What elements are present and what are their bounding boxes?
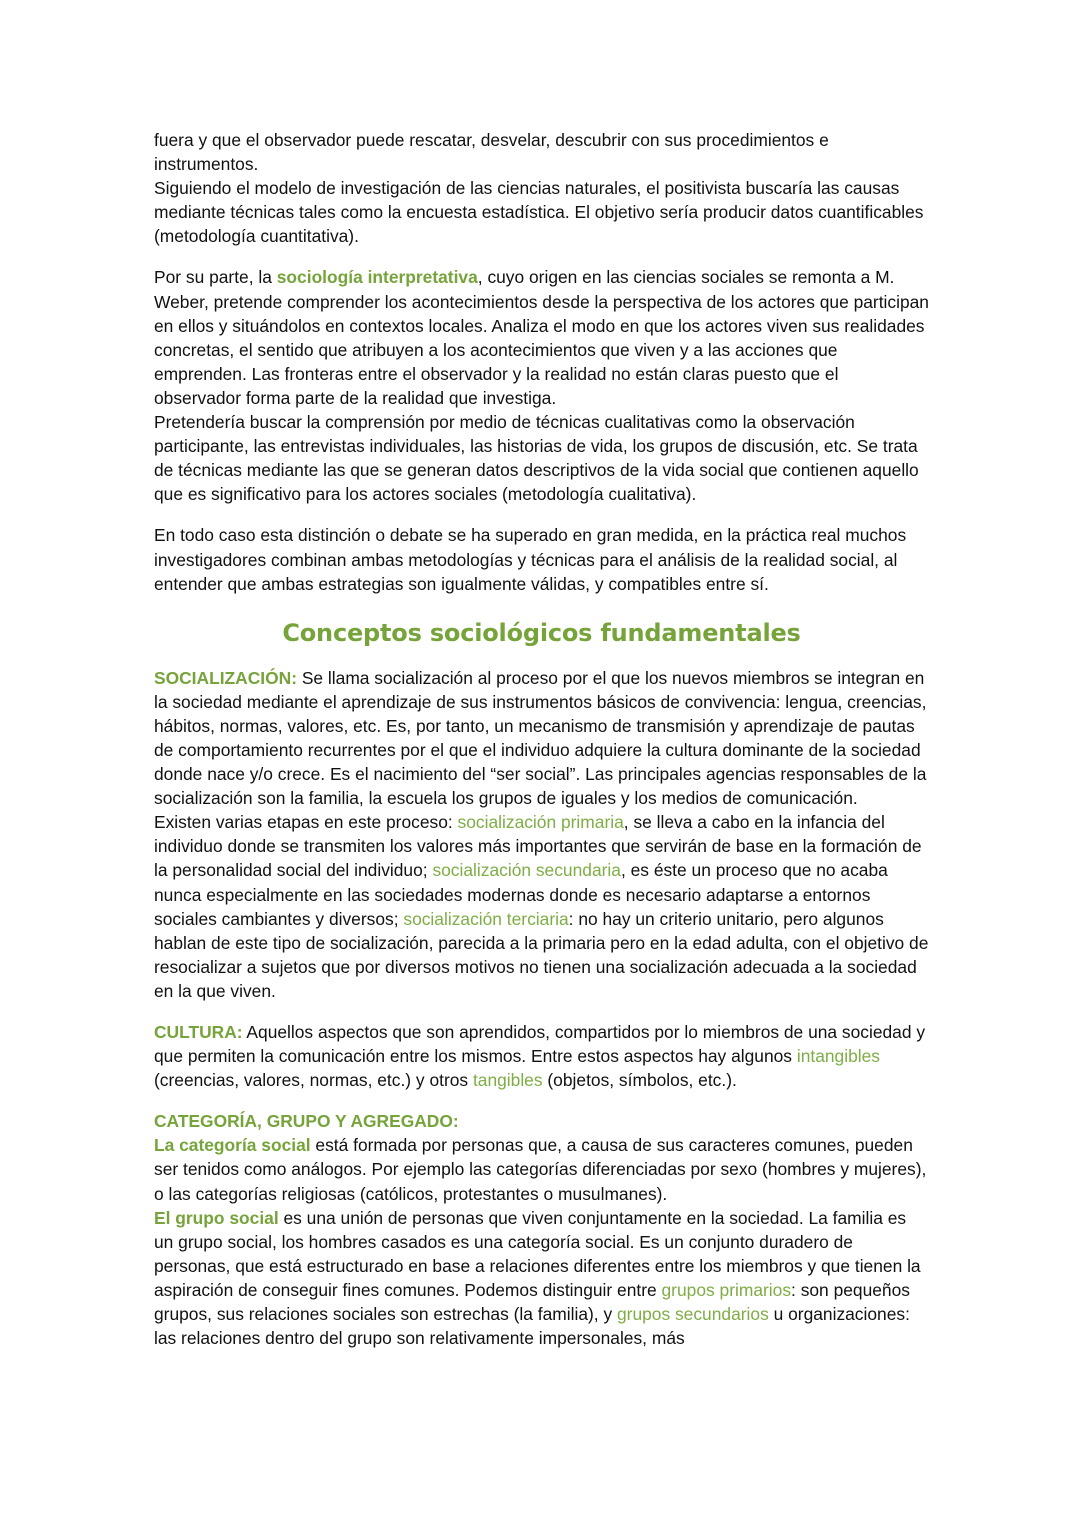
paragraph-text: (creencias, valores, normas, etc.) y otros: [154, 1070, 473, 1091]
term-categoria-social: La categoría social: [154, 1135, 311, 1156]
term-tangibles: tangibles: [472, 1070, 543, 1091]
paragraph-text: Aquellos aspectos que son aprendidos, compartidos por lo miembros de una sociedad y que permiten la comunicación entre los mismos. Entre estos aspectos hay algunos: [154, 1022, 926, 1067]
term-socializacion-secundaria: socialización secundaria: [432, 860, 621, 881]
term-socializacion-terciaria: socialización terciaria: [403, 908, 569, 929]
term-grupos-primarios: grupos primarios: [661, 1279, 792, 1300]
paragraph-text: Existen varias etapas en este proceso:: [154, 812, 458, 833]
paragraph-text: En todo caso esta distinción o debate se ha superado en gran medida, en la práctica real muchos investigadores combinan ambas metodologías y técnicas para el análisis de la realidad social, al entender que ambas estrategias son igualmente válidas, y compatibles entre sí.: [154, 525, 907, 594]
term-cultura-label: CULTURA:: [154, 1022, 243, 1042]
paragraph-positivist-end: [154, 128, 929, 248]
paragraph-text: es una unión de personas que viven conjuntamente en la sociedad. La familia es un grupo social, los hombres casados es una categoría social. Es un conjunto duradero de personas, que está estructurado en base a relaciones diferentes entre los miembros y que tienen la aspiración de conseguir fines comunes. Podemos distinguir entre: [154, 1207, 921, 1300]
paragraph-text: , se lleva a cabo en la infancia del individuo donde se transmiten los valores más importantes que servirán de base en la formación de la personalidad social del individuo;: [154, 812, 922, 881]
paragraph-text: , es éste un proceso que no acaba nunca especialmente en las sociedades modernas donde es necesario adaptarse a entornos sociales cambiantes y diversos;: [154, 860, 888, 929]
paragraph-text: (objetos, símbolos, etc.).: [542, 1070, 737, 1091]
paragraph-text: fuera y que el observador puede rescatar, desvelar, descubrir con sus procedimientos e instrumentos.: [154, 130, 829, 175]
paragraph-text: , cuyo origen en las ciencias sociales se remonta a M. Weber, pretende comprender los acontecimientos desde la perspectiva de los actores que participan en ellos y situándolos en contextos locales. Analiza el modo en que los actores viven sus realidades concretas, el sentido que atribuyen a los acontecimientos que viven y a las acciones que emprenden. Las fronteras entre el observador y la realidad no están claras puesto que el observador forma parte de la realidad que investiga.: [154, 267, 929, 408]
paragraph-text: Por su parte, la: [154, 267, 277, 288]
term-grupo-social: El grupo social: [154, 1207, 279, 1228]
paragraph-interpretive: [154, 265, 929, 506]
paragraph-text: Siguiendo el modelo de investigación de las ciencias naturales, el positivista buscaría las causas mediante técnicas tales como la encuesta estadística. El objetivo sería producir datos cuantificables (metodología cuantitativa).: [154, 178, 924, 247]
paragraph-text: Se llama socialización al proceso por el que los nuevos miembros se integran en la sociedad mediante el aprendizaje de sus instrumentos básicos de convivencia: lengua, creencias, hábitos, normas, valores, etc. Es, por tanto, un mecanismo de transmisión y aprendizaje de pautas de comportamiento recurrentes por el que el individuo adquiere la cultura dominante de la sociedad donde nace y/o crece. Es el nacimiento del “ser social”. Las principales agencias responsables de la socialización son la familia, la escuela los grupos de iguales y los medios de comunicación.: [154, 667, 927, 809]
term-socializacion-primaria: socialización primaria: [457, 812, 624, 833]
paragraph-text: : son pequeños grupos, sus relaciones sociales son estrechas (la familia), y: [154, 1279, 910, 1325]
paragraph-text: u organizaciones: las relaciones dentro del grupo son relativamente impersonales, más: [154, 1304, 910, 1349]
paragraph-text: está formada por personas que, a causa de sus caracteres comunes, pueden ser tenidos como análogos. Por ejemplo las categorías diferenciadas por sexo (hombres y mujeres), o las categorías religiosas (católicos, protestantes o musulmanes).: [154, 1135, 927, 1204]
paragraph-text: Pretendería buscar la comprensión por medio de técnicas cualitativas como la observación participante, las entrevistas individuales, las historias de vida, los grupos de discusión, etc. Se trata de técnicas mediante las que se generan datos descriptivos de la vida social que contienen aquello que es significativo para los actores sociales (metodología cualitativa).: [154, 412, 919, 505]
section-heading: Conceptos sociológicos fundamentales: [282, 618, 801, 647]
term-socializacion-label: SOCIALIZACIÓN:: [154, 667, 297, 688]
document-page: [154, 128, 929, 1350]
paragraph-categoria: [154, 1109, 929, 1350]
paragraph-socializacion: [154, 666, 929, 1003]
paragraph-cultura: [154, 1020, 929, 1092]
term-categoria-label: CATEGORÍA, GRUPO Y AGREGADO:: [154, 1111, 459, 1132]
term-sociologia-interpretativa: sociología interpretativa: [276, 267, 478, 288]
term-intangibles: intangibles: [796, 1046, 880, 1067]
paragraph-debate: [154, 523, 929, 595]
term-grupos-secundarios: grupos secundarios: [616, 1304, 769, 1325]
paragraph-text: : no hay un criterio unitario, pero algunos hablan de este tipo de socialización, parecida a la primaria pero en la edad adulta, con el objetivo de resocializar a sujetos que por diversos motivos no tienen una socialización adecuada a la sociedad en la que viven.: [154, 908, 929, 1001]
